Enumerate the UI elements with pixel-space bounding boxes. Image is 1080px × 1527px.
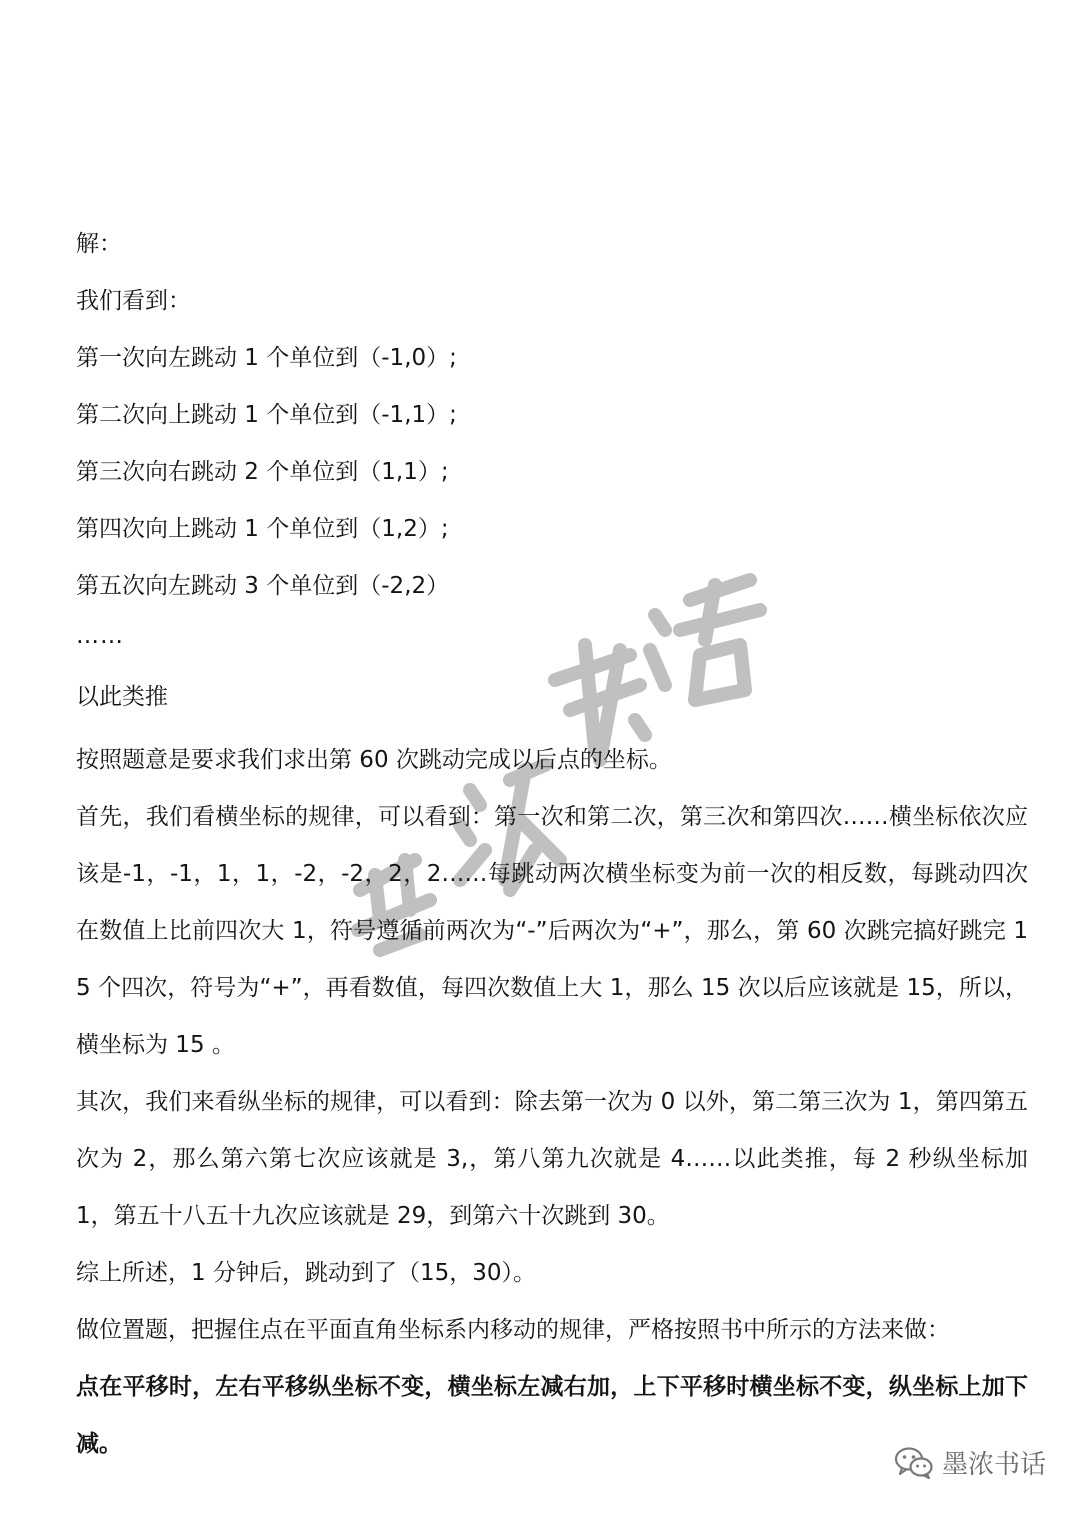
brand-name: 墨浓书话 xyxy=(941,1450,1046,1480)
document-body xyxy=(76,222,1028,1473)
conclusion: 综上所述，1 分钟后，跳动到了（15，30）。 xyxy=(76,1260,536,1286)
step-1: 第一次向左跳动 1 个单位到（-1,0）; xyxy=(76,345,457,371)
solution-label: 解： xyxy=(76,231,122,257)
step-4: 第四次向上跳动 1 个单位到（1,2）; xyxy=(76,516,449,542)
y-analysis: 其次，我们来看纵坐标的规律，可以看到：除去第一次为 0 以外，第二第三次为 1，第四第五次为 2，那么第六第七次应该就是 3,，第八第九次就是 4……以此类推，每 2 秒纵坐标加 1，第五十八五十九次应该就是 29，到第六十次跳到 30。 xyxy=(76,1089,1028,1229)
x-analysis: 首先，我们看横坐标的规律，可以看到：第一次和第二次，第三次和第四次……横坐标依次应该是-1，-1，1，1，-2，-2，2，2……每跳动两次横坐标变为前一次的相反数，每跳动四次在数值上比前四次大 1，符号遵循前两次为“-”后两次为“+”，那么，第 60 次跳完搞好跳完 15 个四次，符号为“+”，再看数值，每四次数值上大 1，那么 15 次以后应该就是 15，所以，横坐标为 15 。 xyxy=(76,804,1028,1058)
method-text: 做位置题，把握住点在平面直角坐标系内移动的规律，严格按照书中所示的方法来做： xyxy=(76,1317,950,1343)
rule-text: 点在平移时，左右平移纵坐标不变，横坐标左减右加，上下平移时横坐标不变，纵坐标上加下减。 xyxy=(76,1374,1028,1457)
intro-text: 我们看到： xyxy=(76,288,191,314)
step-5: 第五次向左跳动 3 个单位到（-2,2） xyxy=(76,573,450,599)
by-analogy: 以此类推 xyxy=(76,684,168,710)
step-3: 第三次向右跳动 2 个单位到（1,1）; xyxy=(76,459,449,485)
ellipsis: …… xyxy=(76,623,124,649)
step-2: 第二次向上跳动 1 个单位到（-1,1）; xyxy=(76,402,457,428)
wechat-icon xyxy=(894,1446,934,1480)
brand-footer xyxy=(894,1444,1046,1481)
question-text: 按照题意是要求我们求出第 60 次跳动完成以后点的坐标。 xyxy=(76,747,672,773)
